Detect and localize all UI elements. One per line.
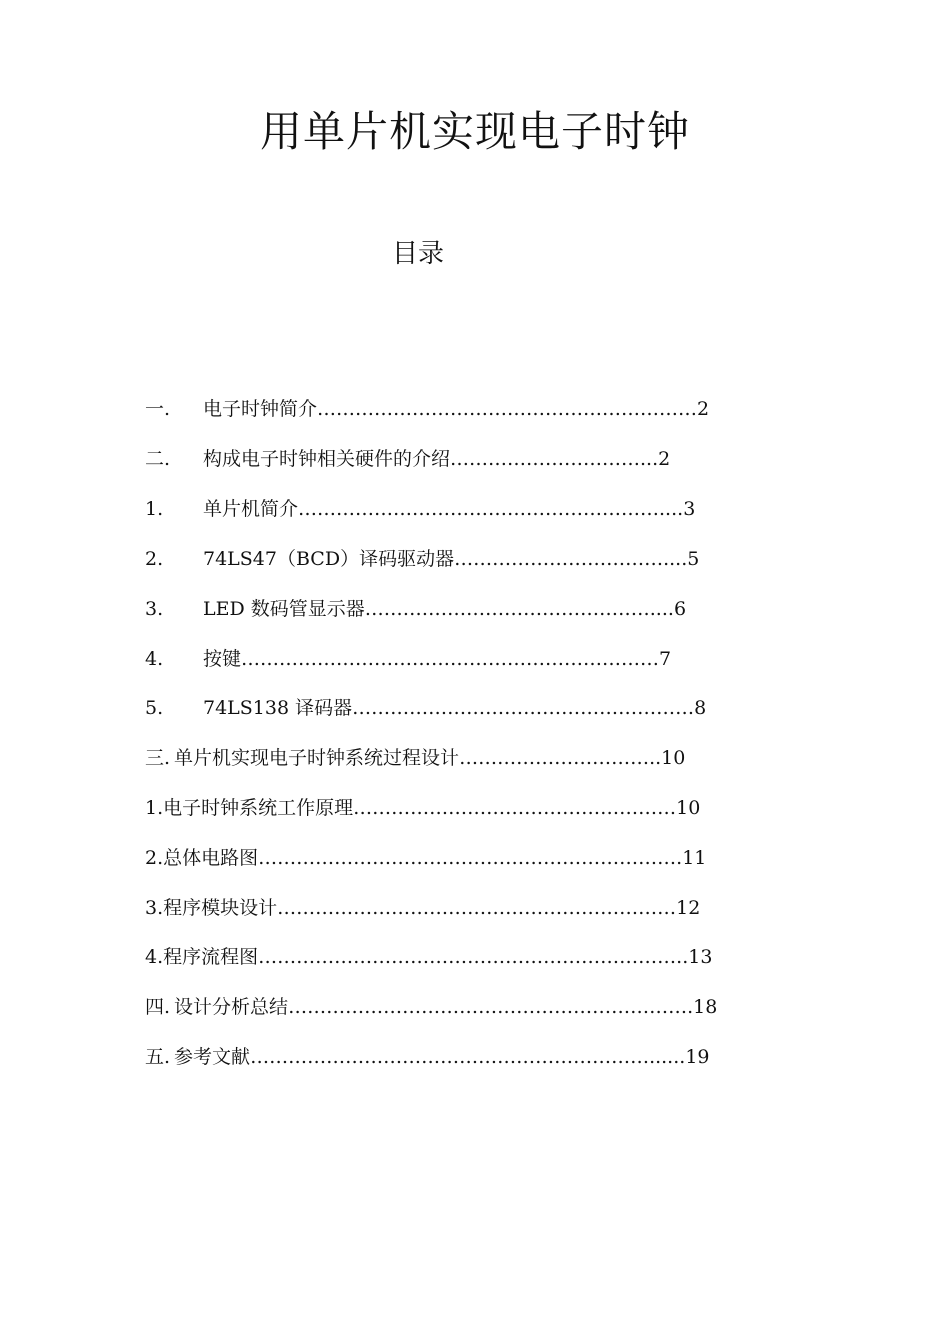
toc-entry-leader: ………………………………………………….... <box>298 498 684 520</box>
toc-entry <box>145 396 709 422</box>
toc-entry-leader: ………………………….. <box>459 747 662 769</box>
toc-entry-title: 设计分析总结 <box>174 996 289 1018</box>
toc-heading: 目录 <box>392 239 445 269</box>
document-title: 用单片机实现电子时钟 <box>259 107 690 156</box>
toc-entry-leader: ……………………………………….... <box>364 598 674 620</box>
toc-entry-title: 参考文献 <box>174 1046 251 1068</box>
toc-entry-number: 二. <box>145 448 171 470</box>
toc-entry-page: 2 <box>658 448 671 470</box>
toc-entry-page: 2 <box>697 398 710 420</box>
toc-entry <box>145 546 699 572</box>
toc-entry <box>145 1044 710 1070</box>
toc-entry-title: 电子时钟系统工作原理 <box>163 797 354 819</box>
toc-entry-number: 2. <box>145 548 164 570</box>
toc-entry-leader: ……………………………………………………… <box>277 897 677 919</box>
toc-entry-page: 11 <box>682 847 707 869</box>
toc-entry-page: 13 <box>688 946 713 968</box>
toc-entry-leader: ……………………………………………… <box>352 697 695 719</box>
toc-entry <box>145 795 700 821</box>
toc-entry-number: 1. <box>145 498 164 520</box>
toc-entry-leader: …………………………………………… <box>353 797 677 819</box>
toc-entry-leader: …………………………………………………… <box>317 398 698 420</box>
toc-entry-title: 单片机实现电子时钟系统过程设计 <box>174 747 460 769</box>
toc-entry-leader: ………………………………………………………...... <box>250 1046 686 1068</box>
toc-entry-number: 三. <box>145 747 171 769</box>
toc-entry <box>145 994 717 1020</box>
toc-entry-leader: ………………………………………………………….. <box>258 946 689 968</box>
toc-entry-number: 4. <box>145 648 164 670</box>
toc-entry-number: 2. <box>145 847 164 869</box>
toc-entry <box>145 596 686 622</box>
toc-entry-title: 按键 <box>203 648 242 670</box>
toc-entry <box>145 745 685 771</box>
toc-entry-number: 四. <box>145 996 171 1018</box>
toc-entry-title: 程序模块设计 <box>163 897 278 919</box>
toc-entry-page: 10 <box>676 797 701 819</box>
toc-entry-leader: …………………………... <box>450 448 659 470</box>
toc-entry-title: 74LS47（BCD）译码驱动器 <box>203 548 455 570</box>
toc-entry-number: 3. <box>145 897 164 919</box>
toc-entry-title: 电子时钟简介 <box>203 398 318 420</box>
toc-entry-number: 一. <box>145 398 171 420</box>
toc-entry-page: 18 <box>693 996 718 1018</box>
toc-entry-title: 总体电路图 <box>163 847 259 869</box>
toc-entry-leader: …………………………….... <box>454 548 688 570</box>
toc-entry-leader: ………………………………………………………. <box>288 996 694 1018</box>
toc-entry <box>145 446 670 472</box>
toc-entry-title: LED 数码管显示器 <box>203 598 365 620</box>
toc-entry-page: 12 <box>676 897 701 919</box>
toc-entry <box>145 646 671 672</box>
toc-entry-page: 5 <box>687 548 700 570</box>
toc-entry-number: 5. <box>145 697 164 719</box>
toc-entry-page: 19 <box>685 1046 710 1068</box>
toc-entry-page: 8 <box>694 697 707 719</box>
toc-entry <box>145 895 700 921</box>
toc-entry-title: 74LS138 译码器 <box>203 697 353 719</box>
toc-entry <box>145 695 706 721</box>
toc-entry-page: 6 <box>673 598 687 620</box>
toc-entry <box>145 845 706 871</box>
toc-entry-leader: ………………………………………………………… <box>241 648 660 670</box>
toc-entry-page: 10 <box>661 747 686 769</box>
toc-entry-page: 7 <box>659 648 672 670</box>
toc-entry-number: 3. <box>145 598 164 620</box>
toc-entry-number: 4. <box>145 946 164 968</box>
toc-entry-number: 1. <box>145 797 164 819</box>
toc-entry <box>145 944 712 970</box>
toc-entry-title: 程序流程图 <box>163 946 259 968</box>
toc-entry-title: 构成电子时钟相关硬件的介绍 <box>203 448 451 470</box>
toc-entry <box>145 496 695 522</box>
toc-entry-number: 五. <box>145 1046 171 1068</box>
toc-entry-leader: …………………………………………………………. <box>258 847 683 869</box>
toc-entry-page: 3 <box>683 498 696 520</box>
toc-entry-title: 单片机简介 <box>203 498 299 520</box>
